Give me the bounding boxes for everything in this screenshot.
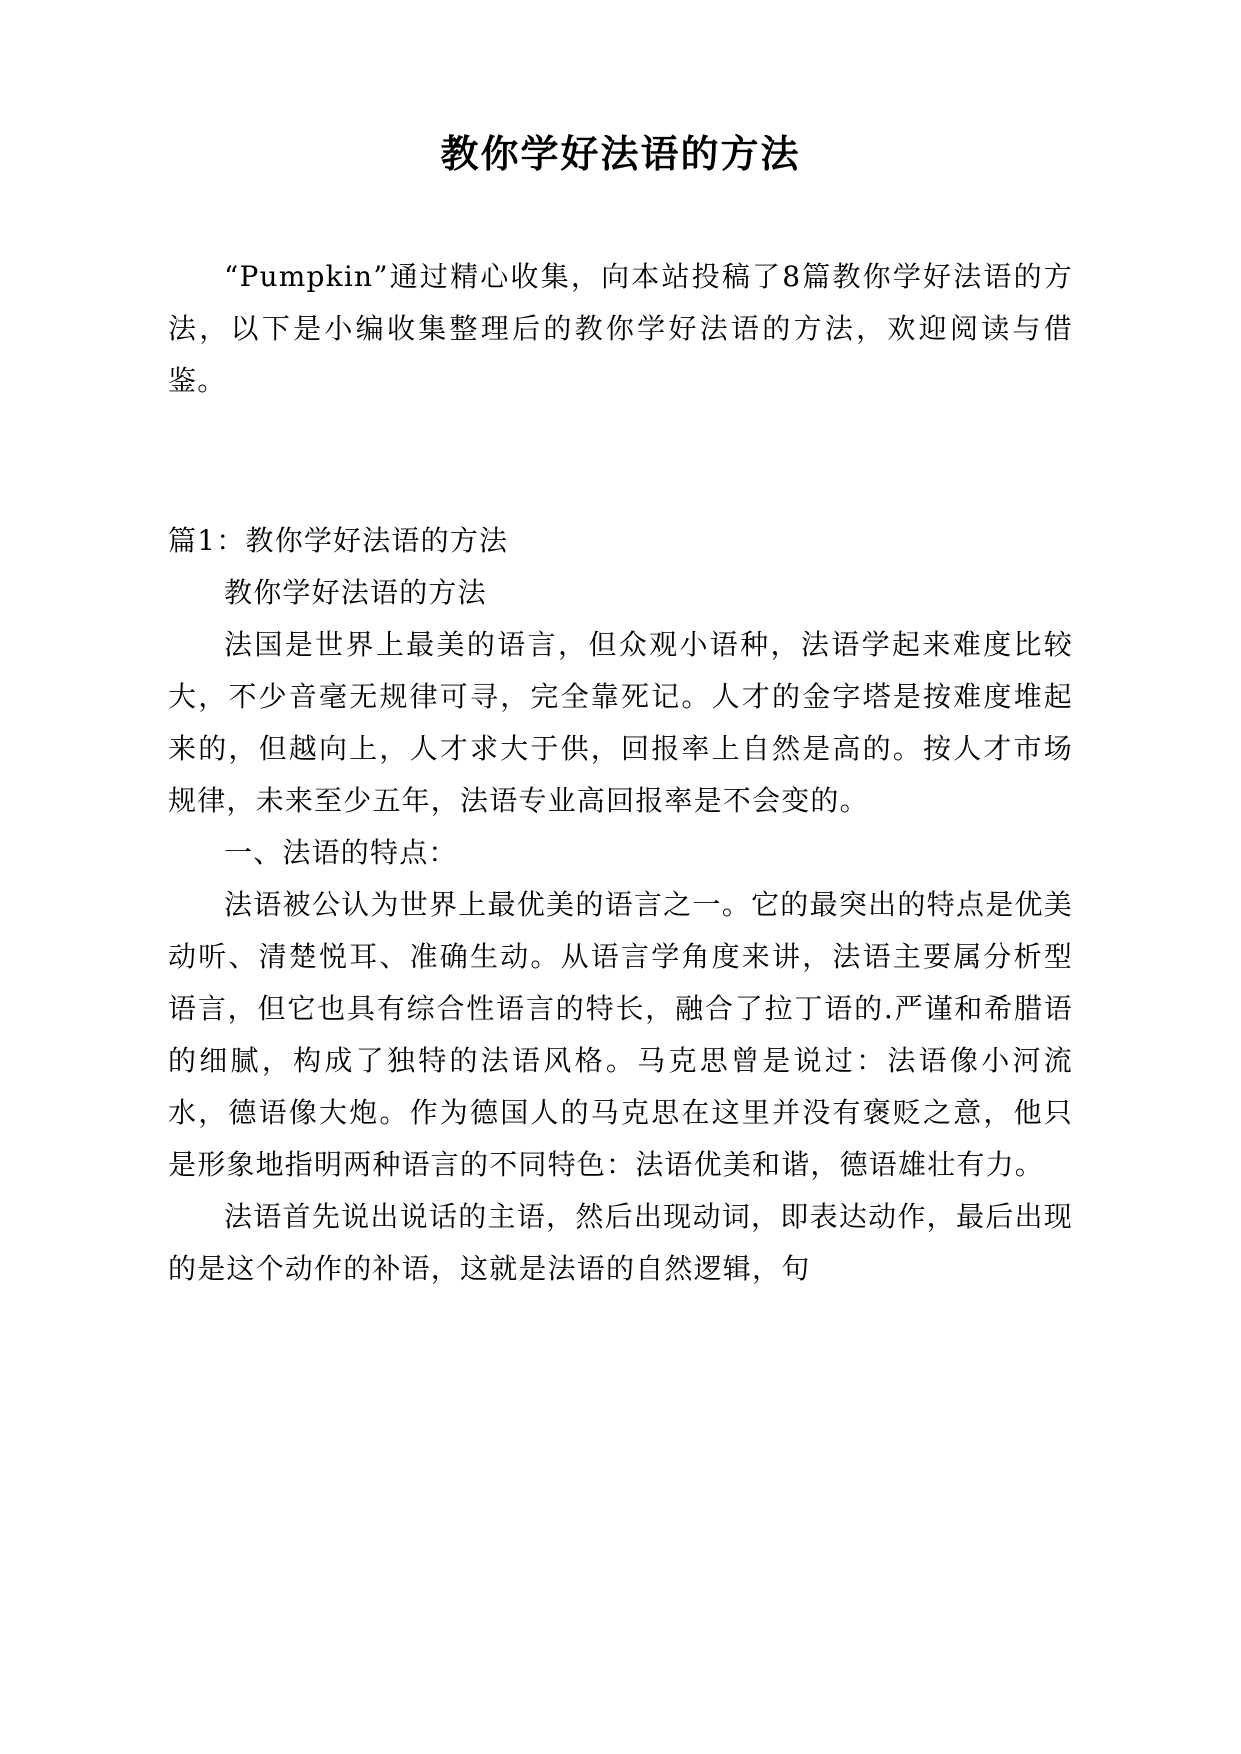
section-subheading: 教你学好法语的方法 bbox=[224, 576, 487, 610]
body-paragraph-2: 一、法语的特点： bbox=[224, 836, 458, 870]
body-paragraph-4: 法语首先说出说话的主语，然后出现动词，即表达动作，最后出现的是这个动作的补语，这就是法语的自然逻辑，句 bbox=[168, 1200, 1073, 1286]
body-paragraph-3: 法语被公认为世界上最优美的语言之一。它的最突出的特点是优美动听、清楚悦耳、准确生动。从语言学角度来讲，法语主要属分析型语言，但它也具有综合性语言的特长，融合了拉丁语的.严谨和希腊语的细腻，构成了独特的法语风格。马克思曾是说过：法语像小河流水，德语像大炮。作为德国人的马克思在这里并没有褒贬之意，他只是形象地指明两种语言的不同特色：法语优美和谐，德语雄壮有力。 bbox=[168, 888, 1073, 1182]
section-block bbox=[168, 515, 1073, 1295]
intro-paragraph: “Pumpkin”通过精心收集，向本站投稿了8篇教你学好法语的方法，以下是小编收集整理后的教你学好法语的方法，欢迎阅读与借鉴。 bbox=[168, 260, 1073, 398]
intro-block bbox=[168, 251, 1073, 407]
section-heading: 篇1：教你学好法语的方法 bbox=[168, 524, 509, 558]
page-title: 教你学好法语的方法 bbox=[440, 132, 801, 176]
body-paragraph-1: 法国是世界上最美的语言，但众观小语种，法语学起来难度比较大，不少音毫无规律可寻，完全靠死记。人才的金字塔是按难度堆起来的，但越向上，人才求大于供，回报率上自然是高的。按人才市场规律，未来至少五年，法语专业高回报率是不会变的。 bbox=[168, 628, 1073, 818]
